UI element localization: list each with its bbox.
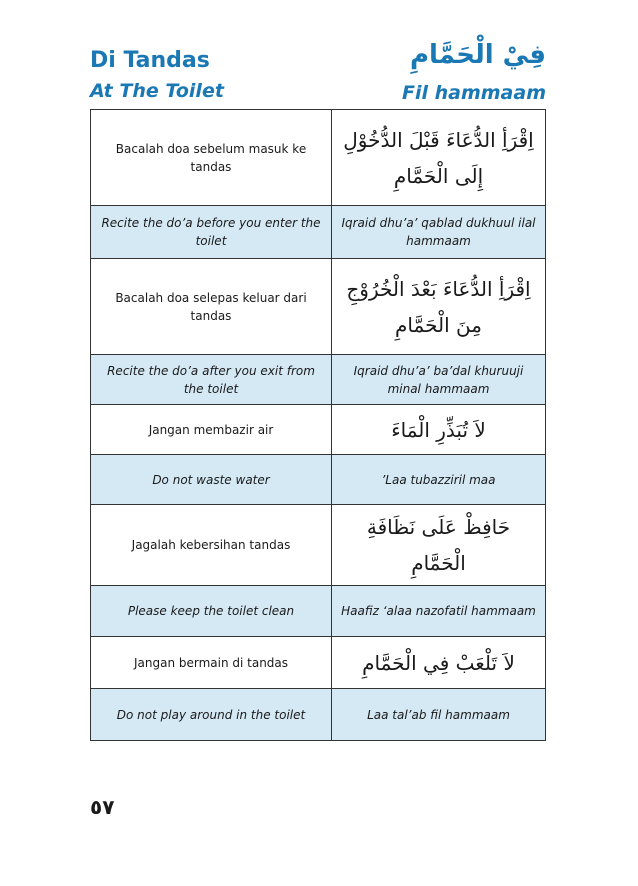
arabic-cell: لاَ تُبَذِّرِ الْمَاءَ	[332, 405, 546, 455]
transliteration-cell: Haafiz ‘alaa nazofatil hammaam	[332, 586, 546, 637]
title-english: At The Toilet	[90, 80, 224, 102]
table-row	[91, 110, 546, 206]
malay-cell: Jagalah kebersihan tandas	[91, 505, 332, 586]
malay-cell: Jangan bermain di tandas	[91, 637, 332, 689]
table-row	[91, 405, 546, 455]
transliteration-cell: ’Laa tubazziril maa	[332, 455, 546, 505]
arabic-cell: اِقْرَأِ الدُّعَاءَ بَعْدَ الْخُرُوْجِ مِنَ الْحَمَّامِ	[332, 259, 546, 355]
malay-cell: Bacalah doa sebelum masuk ke tandas	[91, 110, 332, 206]
table-row	[91, 586, 546, 637]
arabic-cell: اِقْرَأِ الدُّعَاءَ قَبْلَ الدُّخُوْلِ إِلَى الْحَمَّامِ	[332, 110, 546, 206]
english-cell: Do not play around in the toilet	[91, 689, 332, 741]
english-cell: Do not waste water	[91, 455, 332, 505]
table-row	[91, 505, 546, 586]
malay-cell: Bacalah doa selepas keluar dari tandas	[91, 259, 332, 355]
transliteration-cell: Iqraid dhu’a’ qablad dukhuul ilal hammaam	[332, 206, 546, 259]
title-arabic: فِيْ الْحَمَّامِ	[409, 40, 546, 70]
table-row	[91, 455, 546, 505]
page-number: ٥٧	[90, 795, 115, 819]
transliteration-cell: Iqraid dhu’a’ ba’dal khuruuji minal hammaam	[332, 355, 546, 405]
malay-cell: Jangan membazir air	[91, 405, 332, 455]
phrase-table	[90, 109, 546, 741]
arabic-cell: حَافِظْ عَلَى نَظَافَةِ الْحَمَّامِ	[332, 505, 546, 586]
title-transliteration: Fil hammaam	[401, 82, 546, 104]
english-cell: Recite the do’a after you exit from the toilet	[91, 355, 332, 405]
table-row	[91, 206, 546, 259]
title-malay: Di Tandas	[90, 48, 210, 73]
table-row	[91, 689, 546, 741]
table-row	[91, 259, 546, 355]
table-row	[91, 355, 546, 405]
english-cell: Please keep the toilet clean	[91, 586, 332, 637]
arabic-cell: لاَ تَلْعَبْ فِي الْحَمَّامِ	[332, 637, 546, 689]
english-cell: Recite the do’a before you enter the toilet	[91, 206, 332, 259]
transliteration-cell: Laa tal’ab fil hammaam	[332, 689, 546, 741]
table-row	[91, 637, 546, 689]
